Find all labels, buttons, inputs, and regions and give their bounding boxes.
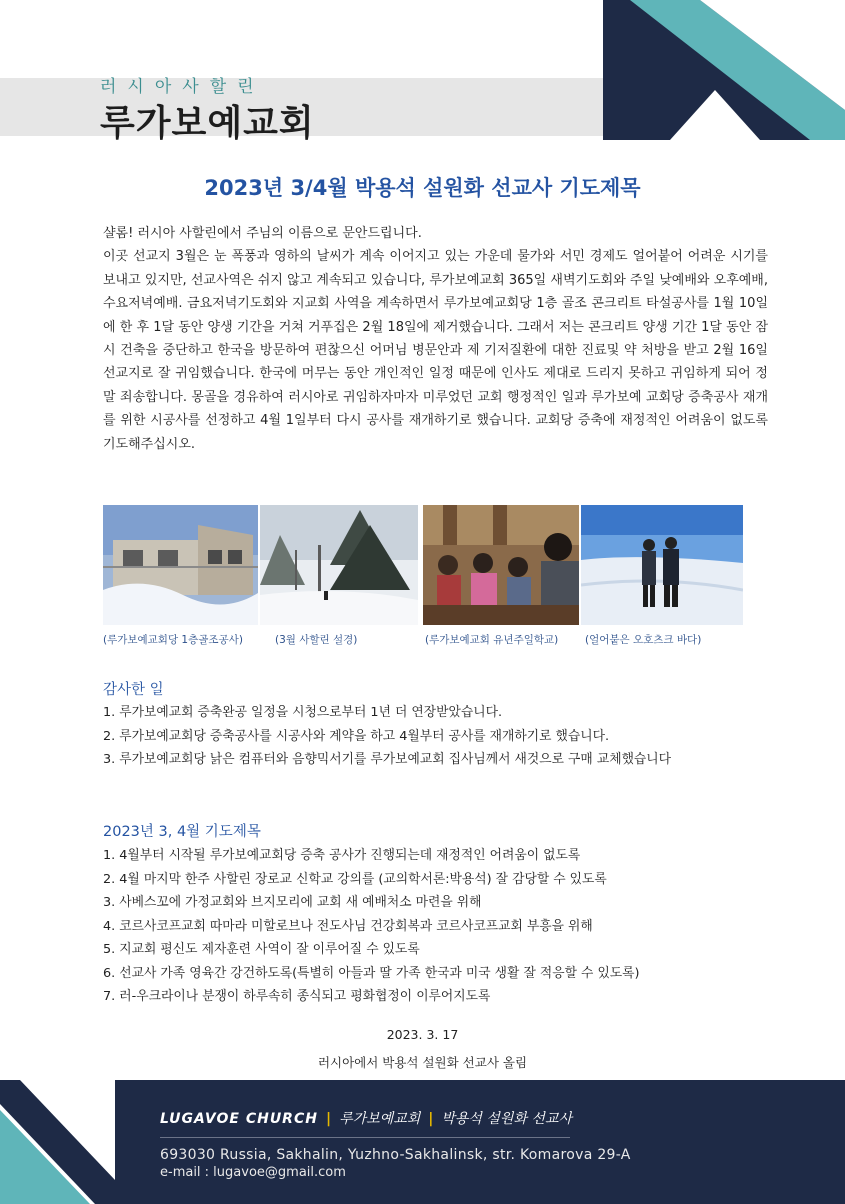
list-item: 1. 4월부터 시작될 루가보예교회당 증축 공사가 진행되는데 재정적인 어려움이 없도록 <box>103 848 581 863</box>
list-item: 6. 선교사 가족 영육간 강건하도록(특별히 아들과 딸 가족 한국과 미국 생활 잘 적응할 수 있도록) <box>103 965 640 981</box>
photo-caption: (얼어붙은 오호츠크 바다) <box>585 634 702 646</box>
sunday-school-photo <box>423 505 579 625</box>
thanks-list <box>103 701 768 772</box>
page-title: 2023년 3/4월 박용석 설원화 선교사 기도제목 <box>204 176 641 200</box>
photo-captions <box>103 632 763 652</box>
missionary-names: 박용석 설원화 선교사 <box>441 1111 572 1127</box>
brand-name: 루가보예교회 <box>100 103 315 144</box>
brand-logo <box>100 72 315 146</box>
thanks-heading: 감사한 일 <box>103 682 164 698</box>
list-item: 1. 루가보예교회 증축완공 일정을 시청으로부터 1년 더 연장받았습니다. <box>103 705 503 720</box>
letter-body <box>103 222 768 456</box>
prayer-list <box>103 844 768 1009</box>
letter-paragraph: 이곳 선교지 3월은 눈 폭풍과 영하의 날씨가 계속 이어지고 있는 가운데 물가와 서민 경제도 얼어붙어 어려운 시기를 보내고 있지만, 선교사역은 쉬지 않고 계속되고 있습니다, 루가보예교회 365일 새벽기도회와 주일 낮예배와 오후예배, 수요저녁예배. 금요저녁기도회와 지교회 사역을 계속하면서 루가보예교회당 1층 골조 콘크리트 타설공사를 1월 10일에 한 후 1달 동안 양생 기간을 거쳐 거푸집은 2월 18일에 제거했습니다. 그래서 저는 콘크리트 양생 기간 1달 동안 잠시 건축을 중단하고 한국을 방문하여 편찮으신 어머님 병문안과 제 기저질환에 대한 진료및 약 처방을 받고 2월 16일 선교지로 잘 귀임했습니다. 한국에 머무는 동안 개인적인 일정 때문에 인사도 제대로 드리지 못하고 귀임하게 되어 정말 죄송합니다. 몽골을 경유하여 러시아로 귀임하자마자 미루었던 교회 행정적인 일과 루가보예 교회당 증축공사 재개를 위한 시공사를 선정하고 4월 1일부터 다시 공사를 재개하기로 했습니다. 교회당 증축에 재정적인 어려움이 없도록 기도해주십시오. <box>103 249 768 452</box>
photo-strip <box>103 505 743 625</box>
footer-address: 693030 Russia, Sakhalin, Yuzhno-Sakhalinsk, str. Komarova 29-A <box>160 1147 631 1163</box>
construction-photo <box>103 505 258 625</box>
photo-caption: (3월 사할린 설경) <box>275 634 358 646</box>
list-item: 5. 지교회 평신도 제자훈련 사역이 잘 이루어질 수 있도록 <box>103 942 420 957</box>
greeting: 샬롬! 러시아 사할린에서 주님의 이름으로 문안드립니다. <box>103 226 422 241</box>
header <box>0 0 845 144</box>
letter-date: 2023. 3. 17 <box>386 1027 459 1042</box>
list-item: 3. 루가보예교회당 낡은 컴퓨터와 음향믹서기를 루가보예교회 집사님께서 새것으로 구매 교체했습니다 <box>103 752 672 767</box>
footer-heading <box>160 1108 631 1128</box>
footer-email: e-mail : lugavoe@gmail.com <box>160 1165 346 1180</box>
letter-signature: 러시아에서 박용석 설원화 선교사 올림 <box>317 1055 528 1070</box>
list-item: 7. 러-우크라이나 분쟁이 하루속히 종식되고 평화협정이 이루어지도록 <box>103 989 491 1004</box>
footer-content <box>160 1108 631 1180</box>
photo-caption: (루가보예교회 유년주일학교) <box>425 634 559 646</box>
church-name-ko: 루가보예교회 <box>339 1111 421 1127</box>
snow-forest-photo <box>260 505 418 625</box>
footer-separator: | <box>325 1111 332 1127</box>
list-item: 2. 4월 마지막 한주 사할린 장로교 신학교 강의를 (교의학서론:박용석) 잘 감당할 수 있도록 <box>103 871 607 887</box>
frozen-sea-photo <box>581 505 743 625</box>
brand-subtitle: 러시아사할린 <box>100 77 265 97</box>
church-name-en: LUGAVOE CHURCH <box>160 1111 318 1127</box>
list-item: 2. 루가보예교회당 증축공사를 시공사와 계약을 하고 4월부터 공사를 재개하기로 했습니다. <box>103 728 610 744</box>
prayer-heading: 2023년 3, 4월 기도제목 <box>103 824 261 840</box>
footer-divider <box>160 1137 570 1138</box>
photo-caption: (루가보예교회당 1층골조공사) <box>103 634 243 646</box>
list-item: 3. 사베스꼬에 가정교회와 브지모리에 교회 새 예배처소 마련을 위해 <box>103 895 482 910</box>
list-item: 4. 코르사코프교회 따마라 미할로브나 전도사님 건강회복과 코르사코프교회 부흥을 위해 <box>103 918 593 934</box>
footer-separator: | <box>428 1111 434 1127</box>
